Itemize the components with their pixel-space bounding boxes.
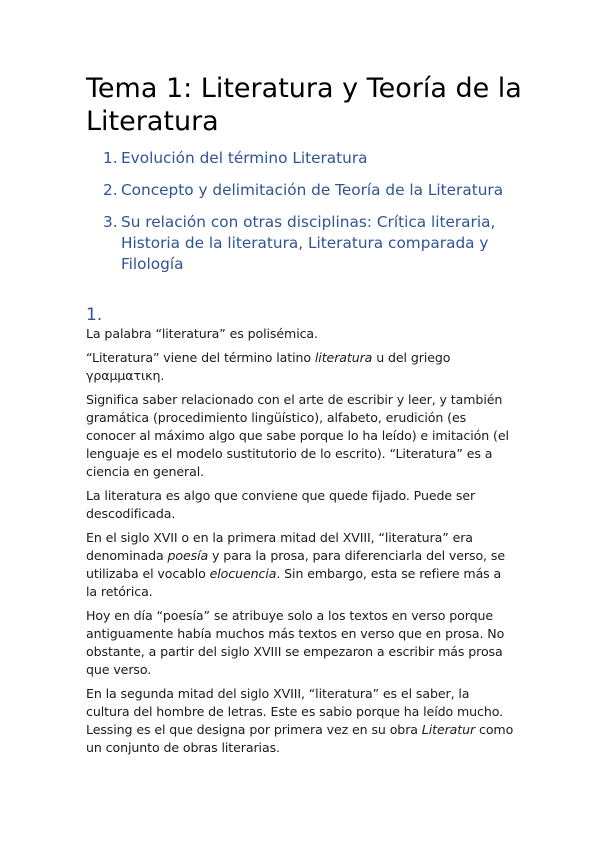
- italic-term: Literatur: [421, 722, 476, 737]
- paragraph-text: Hoy en día “poesía” se atribuye solo a los textos en verso porque antiguamente había muchos más textos en verso que en prosa. No obstante, a partir del siglo XVIII se empezaron a escribir más prosa que verso.: [86, 608, 505, 677]
- paragraph-text: como un conjunto de obras literarias.: [86, 722, 514, 755]
- paragraph-text: . Sin embargo, esta se refiere más a la retórica.: [86, 566, 502, 599]
- toc-item-text: Evolución del término Literatura: [121, 149, 368, 167]
- section-heading: 1.: [86, 305, 103, 325]
- paragraph-text: Significa saber relacionado con el arte de escribir y leer, y también gramática (procedimiento lingüístico), alfabeto, erudición (es conocer al máximo algo que sabe porque lo ha leído) e imitación (el lenguaje es el modelo sustitutorio de lo escrito). “Literatura” es a ciencia en general.: [86, 392, 509, 479]
- paragraph-text: “Literatura” viene del término latino: [86, 350, 315, 365]
- toc-item-text: Concepto y delimitación de Teoría de la Literatura: [121, 181, 504, 199]
- italic-term: elocuencia: [209, 566, 277, 581]
- paragraph-etymology: [86, 349, 516, 385]
- paragraph-meaning: [86, 391, 516, 481]
- toc-item-number: 1.: [103, 149, 118, 167]
- toc-item-text: Su relación con otras disciplinas: Crítica literaria, Historia de la literatura, Literatura comparada y Filología: [121, 213, 496, 273]
- paragraph-text: En el siglo XVII o en la primera mitad del XVIII, “literatura” era denominada: [86, 530, 473, 563]
- paragraph-text: En la segunda mitad del siglo XVIII, “literatura” es el saber, la cultura del hombre de letras. Este es sabio porque ha leído mucho. Lessing es el que designa por primera vez en su obra: [86, 686, 504, 737]
- paragraph-text: u del griego γραμματικη.: [86, 350, 451, 383]
- paragraph-text: La literatura es algo que conviene que quede fijado. Puede ser descodificada.: [86, 488, 476, 521]
- toc-item-number: 3.: [103, 213, 118, 231]
- table-of-contents: [86, 148, 506, 286]
- paragraph-xviii-century: [86, 685, 516, 757]
- toc-item-3: [86, 212, 506, 275]
- toc-item-1: [86, 148, 506, 169]
- italic-term: poesía: [167, 548, 209, 563]
- paragraph-text: La palabra “literatura” es polisémica.: [86, 326, 318, 341]
- italic-term: literatura: [314, 350, 373, 365]
- body-text: [86, 325, 516, 763]
- page-title: Tema 1: Literatura y Teoría de la Literatura: [86, 73, 522, 137]
- paragraph-text: y para la prosa, para diferenciarla del verso, se utilizaba el vocablo: [86, 548, 505, 581]
- toc-item-2: [86, 180, 506, 201]
- paragraph-polysemy: [86, 325, 516, 343]
- paragraph-poetry-today: [86, 607, 516, 679]
- toc-item-number: 2.: [103, 181, 118, 199]
- paragraph-xvii-century: [86, 529, 516, 601]
- paragraph-fixed: [86, 487, 516, 523]
